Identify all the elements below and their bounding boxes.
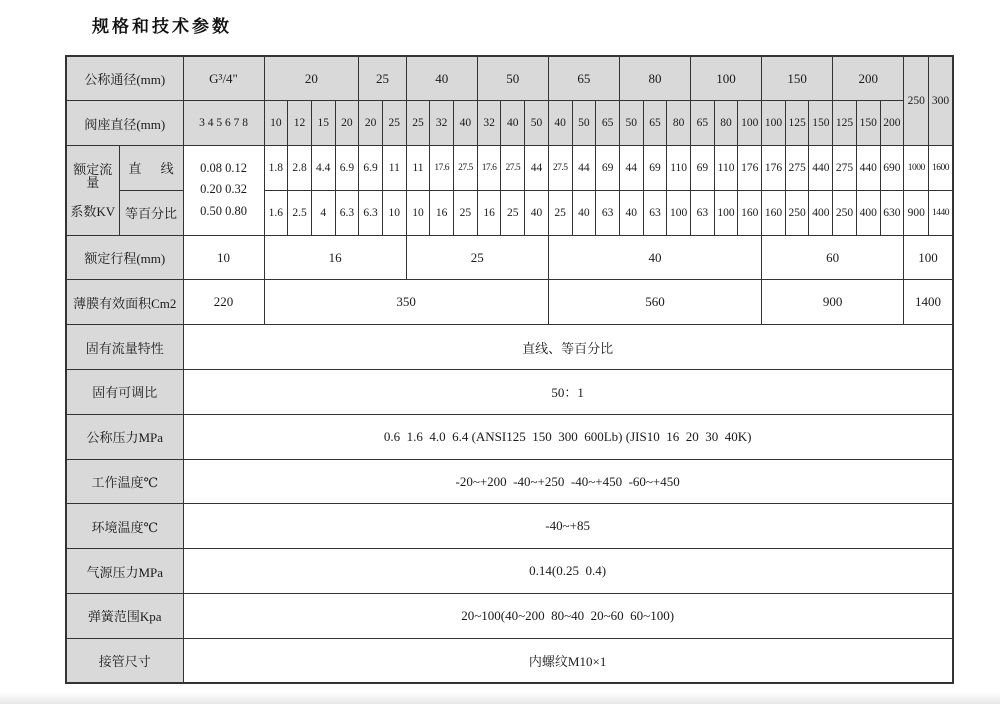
table-cell: 27.5	[454, 146, 478, 191]
row-membrane-area	[66, 280, 953, 325]
table-cell: 69	[643, 146, 667, 191]
table-cell: 25	[406, 235, 548, 280]
table-cell: 4.4	[311, 146, 335, 191]
table-cell: 160	[762, 190, 786, 235]
row-nominal-diameter	[66, 56, 953, 101]
table-cell: 125	[785, 101, 809, 146]
table-cell: 16	[430, 190, 454, 235]
table-cell: 150	[809, 101, 833, 146]
table-cell: 100	[904, 235, 953, 280]
table-cell: 1.8	[264, 146, 288, 191]
row-rangeability	[66, 370, 953, 415]
table-cell: 直线、等百分比	[183, 325, 953, 370]
table-cell: 275	[833, 146, 857, 191]
col-header: 100	[691, 56, 762, 101]
table-cell: 16	[477, 190, 501, 235]
spec-table	[65, 55, 954, 684]
table-cell: 27.5	[548, 146, 572, 191]
row-label: 环境温度℃	[66, 504, 183, 549]
row-seat-diameter	[66, 101, 953, 146]
table-cell: 2.5	[288, 190, 312, 235]
table-cell: 6.3	[359, 190, 383, 235]
col-header: 150	[762, 56, 833, 101]
table-cell: 50：1	[183, 370, 953, 415]
row-spring-range	[66, 594, 953, 639]
kv-g-line: 0.20 0.32	[200, 182, 247, 197]
row-label: 固有可调比	[66, 370, 183, 415]
table-cell: 2.8	[288, 146, 312, 191]
kv-label-line1: 额定流量	[73, 161, 113, 190]
kv-equal-label: 等百分比	[119, 190, 183, 235]
table-cell: 100	[738, 101, 762, 146]
table-cell: 150	[856, 101, 880, 146]
table-cell: 10	[183, 235, 264, 280]
table-cell: 65	[643, 101, 667, 146]
table-cell: 60	[762, 235, 904, 280]
table-cell: 44	[619, 146, 643, 191]
table-cell: 900	[762, 280, 904, 325]
table-cell: 1.6	[264, 190, 288, 235]
table-cell: 630	[880, 190, 904, 235]
table-cell: 900	[904, 190, 929, 235]
table-cell: 40	[619, 190, 643, 235]
table-cell: 80	[714, 101, 738, 146]
row-label: 额定行程(mm)	[66, 235, 183, 280]
table-cell: 20~100(40~200 80~40 20~60 60~100)	[183, 594, 953, 639]
table-cell: 17.6	[430, 146, 454, 191]
col-header: G³/4"	[183, 56, 264, 101]
table-cell: 100	[762, 101, 786, 146]
table-cell: 63	[691, 190, 715, 235]
table-cell: 0.14(0.25 0.4)	[183, 549, 953, 594]
table-cell: 内螺纹M10×1	[183, 638, 953, 683]
kv-linear-label: 直 线	[119, 146, 183, 191]
table-cell: 32	[477, 101, 501, 146]
page-bottom-shade	[0, 692, 1000, 704]
table-cell: 69	[691, 146, 715, 191]
table-cell: 200	[880, 101, 904, 146]
table-cell: 176	[762, 146, 786, 191]
table-cell: 275	[785, 146, 809, 191]
table-cell: 17.6	[477, 146, 501, 191]
table-cell: 250	[785, 190, 809, 235]
table-cell: 10	[406, 190, 430, 235]
table-cell: 0.6 1.6 4.0 6.4 (ANSI125 150 300 600Lb) (JIS10 16 20 30 40K)	[183, 414, 953, 459]
table-cell: 16	[264, 235, 406, 280]
table-cell: 27.5	[501, 146, 525, 191]
row-nominal-pressure	[66, 414, 953, 459]
row-label: 薄膜有效面积Cm2	[66, 280, 183, 325]
table-cell: 6.3	[335, 190, 359, 235]
table-cell: 11	[382, 146, 406, 191]
table-cell: 11	[406, 146, 430, 191]
col-header: 50	[477, 56, 548, 101]
table-cell: 440	[856, 146, 880, 191]
col-header: 40	[406, 56, 477, 101]
row-pipe-connection-size	[66, 638, 953, 683]
table-cell: 65	[691, 101, 715, 146]
table-cell: 80	[667, 101, 691, 146]
table-cell: 10	[264, 101, 288, 146]
table-cell: 110	[667, 146, 691, 191]
col-header-250: 250	[904, 56, 929, 146]
table-cell: 40	[548, 235, 761, 280]
table-cell: 40	[572, 190, 596, 235]
table-cell: 560	[548, 280, 761, 325]
col-header: 25	[359, 56, 406, 101]
table-cell: 125	[833, 101, 857, 146]
table-cell: 44	[572, 146, 596, 191]
table-cell: 100	[714, 190, 738, 235]
table-cell: 6.9	[335, 146, 359, 191]
kv-g-line: 0.08 0.12	[200, 160, 247, 175]
table-cell: -20~+200 -40~+250 -40~+450 -60~+450	[183, 459, 953, 504]
table-cell: -40~+85	[183, 504, 953, 549]
table-cell: 4	[311, 190, 335, 235]
col-header: 20	[264, 56, 359, 101]
table-cell: 63	[596, 190, 620, 235]
table-cell: 25	[406, 101, 430, 146]
table-cell: 15	[311, 101, 335, 146]
table-cell: 110	[714, 146, 738, 191]
table-cell: 1440	[929, 190, 953, 235]
table-cell: 50	[525, 101, 549, 146]
table-cell: 440	[809, 146, 833, 191]
row-label: 工作温度℃	[66, 459, 183, 504]
row-kv-linear	[66, 146, 953, 191]
table-cell: 69	[596, 146, 620, 191]
table-cell: 12	[288, 101, 312, 146]
table-cell: 350	[264, 280, 548, 325]
table-cell: 400	[809, 190, 833, 235]
table-cell: 176	[738, 146, 762, 191]
col-header: 200	[833, 56, 904, 101]
table-cell: 220	[183, 280, 264, 325]
row-air-supply-pressure	[66, 549, 953, 594]
table-cell: 63	[643, 190, 667, 235]
row-label: 公称通径(mm)	[66, 56, 183, 101]
table-cell: 20	[335, 101, 359, 146]
table-cell: 40	[548, 101, 572, 146]
row-rated-stroke	[66, 235, 953, 280]
table-cell: 1600	[929, 146, 953, 191]
table-cell: 1400	[904, 280, 953, 325]
table-cell: 25	[501, 190, 525, 235]
table-cell: 100	[667, 190, 691, 235]
table-cell: 690	[880, 146, 904, 191]
table-cell: 160	[738, 190, 762, 235]
page-title: 规格和技术参数	[92, 17, 232, 36]
table-cell: 3 4 5 6 7 8	[183, 101, 264, 146]
table-cell: 25	[382, 101, 406, 146]
kv-label-line2: 系数KV	[70, 204, 116, 220]
table-cell: 25	[454, 190, 478, 235]
row-label: 阀座直径(mm)	[66, 101, 183, 146]
table-cell: 40	[454, 101, 478, 146]
table-cell: 25	[548, 190, 572, 235]
row-ambient-temperature	[66, 504, 953, 549]
table-cell: 50	[619, 101, 643, 146]
kv-g-values	[183, 146, 264, 236]
col-header-300: 300	[929, 56, 953, 146]
row-label: 气源压力MPa	[66, 549, 183, 594]
table-cell: 250	[833, 190, 857, 235]
table-cell: 6.9	[359, 146, 383, 191]
table-cell: 44	[525, 146, 549, 191]
row-label: 弹簧范围Kpa	[66, 594, 183, 639]
col-header: 80	[619, 56, 690, 101]
table-cell: 50	[572, 101, 596, 146]
row-label	[66, 146, 119, 236]
row-label: 公称压力MPa	[66, 414, 183, 459]
row-label: 接管尺寸	[66, 638, 183, 683]
table-cell: 20	[359, 101, 383, 146]
table-cell: 32	[430, 101, 454, 146]
table-cell: 40	[501, 101, 525, 146]
table-cell: 10	[382, 190, 406, 235]
table-cell: 40	[525, 190, 549, 235]
col-header: 65	[548, 56, 619, 101]
row-working-temperature	[66, 459, 953, 504]
table-cell: 400	[856, 190, 880, 235]
row-label: 固有流量特性	[66, 325, 183, 370]
table-cell: 65	[596, 101, 620, 146]
row-flow-characteristic	[66, 325, 953, 370]
table-cell: 1000	[904, 146, 929, 191]
kv-g-line: 0.50 0.80	[200, 204, 247, 219]
